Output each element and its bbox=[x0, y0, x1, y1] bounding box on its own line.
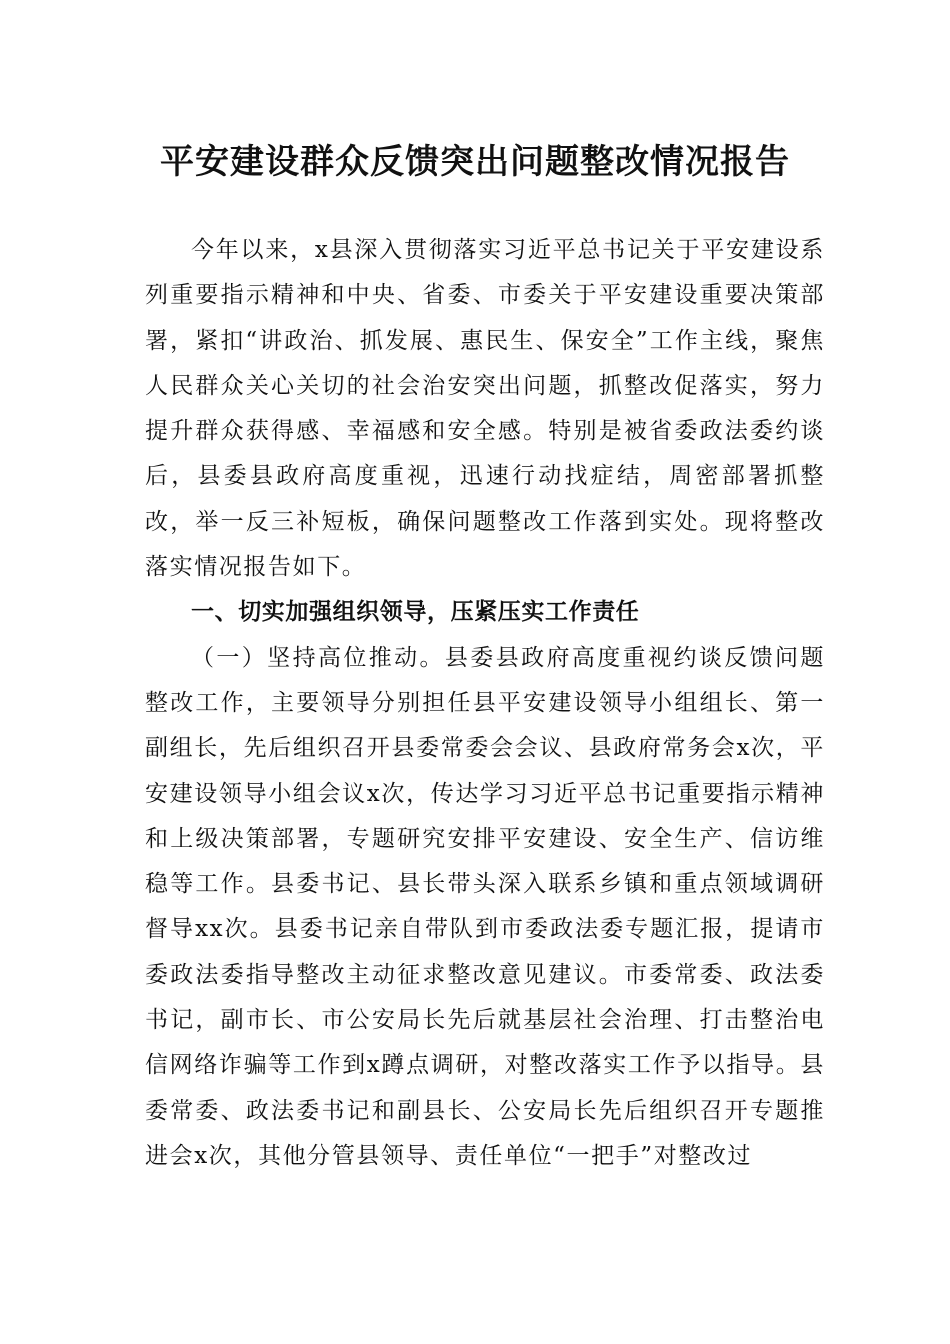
document-title: 平安建设群众反馈突出问题整改情况报告 bbox=[160, 142, 790, 182]
intro-paragraph: 今年以来，x县深入贯彻落实习近平总书记关于平安建设系列重要指示精神和中央、省委、市委关于平安建设重要决策部署，紧扣“讲政治、抓发展、惠民生、保安全”工作主线，聚焦人民群众关心关切的社会治安突出问题，抓整改促落实，努力提升群众获得感、幸福感和安全感。特别是被省委政法委约谈后，县委县政府高度重视，迅速行动找症结，周密部署抓整改，举一反三补短板，确保问题整改工作落到实处。现将整改落实情况报告如下。 bbox=[145, 237, 825, 581]
document-body bbox=[145, 228, 825, 1179]
subsection-paragraph: （一）坚持高位推动。县委县政府高度重视约谈反馈问题整改工作，主要领导分别担任县平安建设领导小组组长、第一副组长，先后组织召开县委常委会会议、县政府常务会x次，平安建设领导小组会议x次，传达学习习近平总书记重要指示精神和上级决策部署，专题研究安排平安建设、安全生产、信访维稳等工作。县委书记、县长带头深入联系乡镇和重点领域调研督导xx次。县委书记亲自带队到市委政法委专题汇报，提请市委政法委指导整改主动征求整改意见建议。市委常委、政法委书记，副市长、市公安局长先后就基层社会治理、打击整治电信网络诈骗等工作到x蹲点调研，对整改落实工作予以指导。县委常委、政法委书记和副县长、公安局长先后组织召开专题推进会x次，其他分管县领导、责任单位“一把手”对整改过 bbox=[145, 644, 825, 1169]
section-heading: 一、切实加强组织领导，压紧压实工作责任 bbox=[191, 599, 640, 626]
